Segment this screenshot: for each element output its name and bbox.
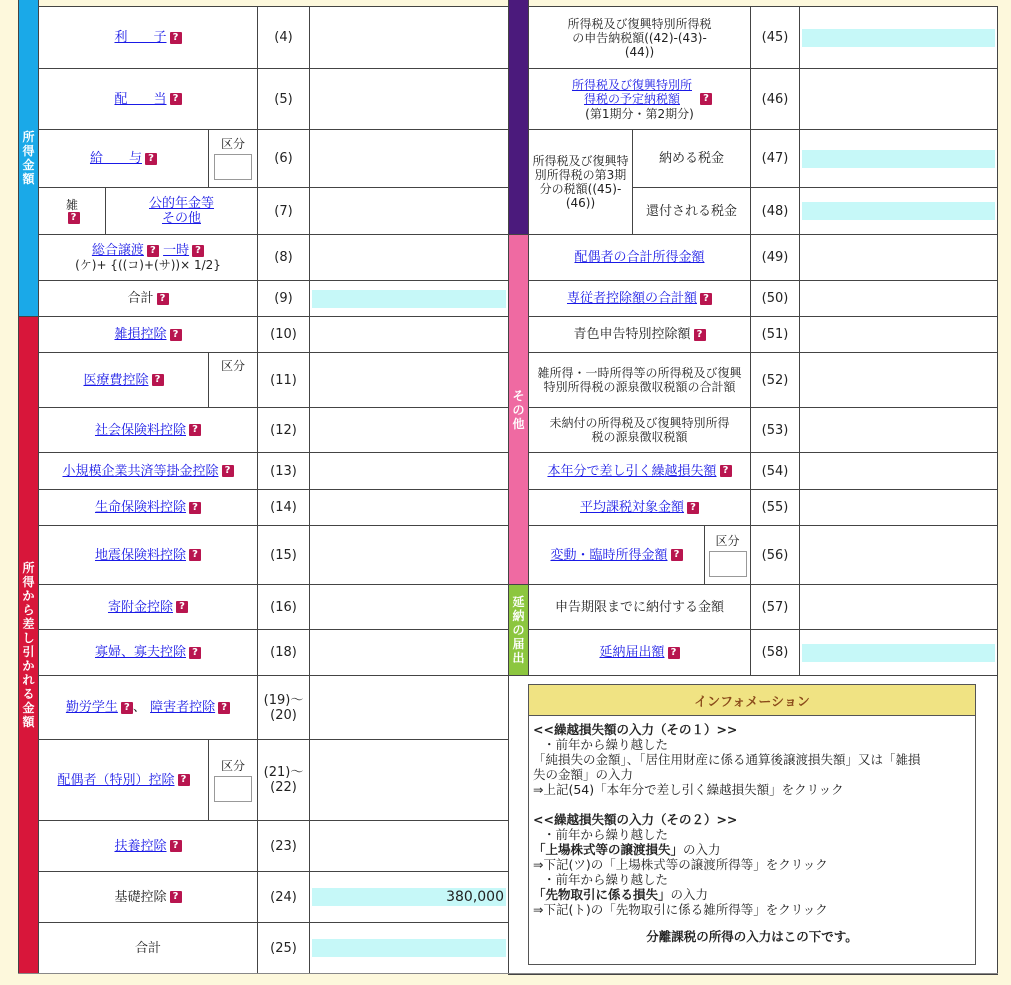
help-icon[interactable]: ?: [147, 245, 159, 257]
help-icon[interactable]: ?: [687, 502, 699, 514]
income-amount-band: [18, 0, 39, 317]
r56-kubun-input[interactable]: [709, 551, 747, 577]
bottom-rule: [18, 973, 998, 974]
r49-label-cell: [528, 234, 751, 281]
help-icon[interactable]: ?: [189, 549, 201, 561]
transfer-amount-field[interactable]: [309, 234, 509, 281]
r50-field[interactable]: [799, 280, 998, 317]
r55-label-cell: [528, 489, 751, 526]
band-char: 他: [512, 416, 525, 431]
deduction-total-field: [309, 922, 509, 974]
information-panel: [528, 684, 976, 965]
interest-amount-field[interactable]: [309, 6, 509, 69]
prepaid-tax-link[interactable]: 所得税及び復興特別所得税の予定納税額: [571, 77, 692, 106]
r58-label-cell: [528, 629, 751, 676]
help-icon[interactable]: ?: [189, 502, 201, 514]
band-char: 出: [512, 651, 525, 665]
help-icon[interactable]: ?: [668, 647, 680, 659]
spouse-label-cell: [38, 739, 209, 821]
interest-label-cell: [38, 6, 258, 69]
income-total-label-cell: 合計 ?: [38, 280, 258, 317]
temporary-income-link[interactable]: 一時: [163, 243, 190, 258]
line-number: (15): [257, 525, 310, 585]
widow-label-cell: [38, 629, 258, 676]
help-icon[interactable]: ?: [170, 93, 182, 105]
r47-label-cell: 納める税金: [632, 129, 751, 188]
income-total-field: [309, 280, 509, 317]
small-business-field[interactable]: [309, 452, 509, 490]
line-number: (51): [750, 316, 800, 353]
r54-field[interactable]: [799, 452, 998, 490]
r51-field[interactable]: [799, 316, 998, 353]
spouse-kubun-cell: 区分: [208, 739, 258, 821]
line-number: (49): [750, 234, 800, 281]
band-char: 延: [512, 595, 525, 609]
help-icon[interactable]: ?: [189, 424, 201, 436]
information-title: インフォメーション: [529, 685, 975, 716]
band-char: 額: [22, 715, 35, 729]
line-number: (14): [257, 489, 310, 526]
comprehensive-transfer-link[interactable]: 総合譲渡: [91, 243, 144, 258]
line-number: (4): [257, 6, 310, 69]
help-icon[interactable]: ?: [170, 891, 182, 903]
earthquake-label-cell: [38, 525, 258, 585]
medical-label-cell: [38, 352, 209, 408]
band-char: し: [22, 631, 35, 645]
band-char: 額: [22, 172, 35, 186]
widow-field[interactable]: [309, 629, 509, 676]
line-number: (7): [257, 187, 310, 235]
band-char: る: [22, 687, 35, 701]
small-business-link[interactable]: 小規模企業共済等掛金控除: [62, 463, 219, 479]
line-number: (9): [257, 280, 310, 317]
r46-label-cell: 所得税及び復興特別所得税の予定納税額 ? (第1期分・第2期分): [528, 68, 751, 130]
r56-kubun-cell: 区分: [704, 525, 751, 585]
public-pension-link[interactable]: 公的年金等その他: [148, 196, 214, 226]
line-number: (19)〜(20): [257, 675, 310, 740]
misc-label-cell: 雑 ?: [38, 187, 106, 235]
student-disability-label-cell: 勤労学生 ? 、 障害者控除 ?: [38, 675, 258, 740]
r53-label-cell: 未納付の所得税及び復興特別所得税の源泉徴収税額: [528, 407, 751, 453]
line-number: (52): [750, 352, 800, 408]
r45-field: [799, 6, 998, 69]
r51-label-cell: 青色申告特別控除額 ?: [528, 316, 751, 353]
donation-field[interactable]: [309, 584, 509, 630]
social-insurance-field[interactable]: [309, 407, 509, 453]
band-char: 納: [512, 609, 525, 623]
line-number: (46): [750, 68, 800, 130]
help-icon[interactable]: ?: [68, 212, 80, 224]
band-char: 所: [22, 561, 35, 575]
band-char: か: [22, 589, 35, 603]
r55-field[interactable]: [799, 489, 998, 526]
dedicated-worker-link[interactable]: 専従者控除額の合計額: [566, 291, 697, 306]
carryover-loss-link[interactable]: 本年分で差し引く繰越損失額: [547, 463, 717, 479]
salary-amount-field[interactable]: [309, 129, 509, 188]
line-number: (21)〜(22): [257, 739, 310, 821]
r53-field[interactable]: [799, 407, 998, 453]
help-icon[interactable]: ?: [218, 702, 230, 714]
r47-field: [799, 129, 998, 188]
r52-field[interactable]: [799, 352, 998, 408]
deduction-total-label-cell: 合計: [38, 922, 258, 974]
other-band: [508, 234, 529, 585]
band-char: 得: [22, 575, 35, 589]
line-number: (50): [750, 280, 800, 317]
r54-label-cell: [528, 452, 751, 490]
salary-link[interactable]: 給 与: [89, 151, 142, 166]
line-number: (5): [257, 68, 310, 130]
r58-field: [799, 629, 998, 676]
band-char: 金: [22, 701, 35, 715]
band-char: 得: [22, 144, 35, 158]
r57-label-cell: 申告期限までに納付する金額: [528, 584, 751, 630]
line-number: (8): [257, 234, 310, 281]
help-icon[interactable]: ?: [170, 32, 182, 44]
line-number: (25): [257, 922, 310, 974]
spouse-field[interactable]: [309, 739, 509, 821]
help-icon[interactable]: ?: [700, 93, 712, 105]
help-icon[interactable]: ?: [176, 601, 188, 613]
band-char: 金: [22, 158, 35, 172]
help-icon[interactable]: ?: [145, 153, 157, 165]
tax-amount-band: [508, 0, 529, 235]
small-business-label-cell: [38, 452, 258, 490]
dependents-label-cell: [38, 820, 258, 872]
r45-label-cell: 所得税及び復興特別所得税の申告納税額((42)-(43)-(44)): [528, 6, 751, 69]
line-number: (57): [750, 584, 800, 630]
r57-field[interactable]: [799, 584, 998, 630]
life-insurance-field[interactable]: [309, 489, 509, 526]
band-char: 届: [512, 637, 525, 651]
delayed-payment-link[interactable]: 延納届出額: [599, 645, 665, 660]
band-char: そ: [512, 388, 525, 403]
help-icon[interactable]: ?: [700, 293, 712, 305]
dependents-link[interactable]: 扶養控除: [114, 838, 167, 854]
band-char: 所: [22, 130, 35, 144]
r49-field[interactable]: [799, 234, 998, 281]
line-number: (24): [257, 871, 310, 923]
help-icon[interactable]: ?: [694, 329, 706, 341]
r56-field[interactable]: [799, 525, 998, 585]
r56-label-cell: [528, 525, 705, 585]
donation-link[interactable]: 寄附金控除: [107, 599, 173, 615]
r50-label-cell: [528, 280, 751, 317]
help-icon[interactable]: ?: [192, 245, 204, 257]
spouse-kubun-input[interactable]: [214, 776, 252, 802]
disability-deduction-link[interactable]: 障害者控除: [150, 700, 216, 715]
line-number: (55): [750, 489, 800, 526]
casualty-loss-link[interactable]: 雑損控除: [114, 327, 167, 342]
average-taxation-link[interactable]: 平均課税対象金額: [579, 500, 684, 515]
social-insurance-label-cell: [38, 407, 258, 453]
line-number: (6): [257, 129, 310, 188]
casualty-loss-field[interactable]: [309, 316, 509, 353]
line-number: (53): [750, 407, 800, 453]
dependents-field[interactable]: [309, 820, 509, 872]
salary-label-cell: [38, 129, 209, 188]
band-char: ら: [22, 603, 35, 617]
line-number: (11): [257, 352, 310, 408]
band-char: か: [22, 659, 35, 673]
student-disability-field[interactable]: [309, 675, 509, 740]
life-insurance-link[interactable]: 生命保険料控除: [94, 500, 186, 515]
band-char: の: [512, 402, 525, 417]
fluctuating-income-link[interactable]: 変動・臨時所得金額: [550, 547, 668, 563]
social-insurance-link[interactable]: 社会保険料控除: [94, 422, 186, 438]
line-number: (18): [257, 629, 310, 676]
donation-label-cell: [38, 584, 258, 630]
help-icon[interactable]: ?: [170, 840, 182, 852]
spouse-income-link[interactable]: 配偶者の合計所得金額: [574, 250, 705, 265]
misc-pension-cell: [105, 187, 258, 235]
help-icon[interactable]: ?: [720, 465, 732, 477]
help-icon[interactable]: ?: [170, 329, 182, 341]
line-number: (45): [750, 6, 800, 69]
help-icon[interactable]: ?: [189, 647, 201, 659]
medical-kubun-cell: 区分: [208, 352, 258, 408]
third-term-tax-cell: 所得税及び復興特別所得税の第3期分の税額((45)-(46)): [528, 129, 633, 235]
delayed-payment-band: [508, 584, 529, 676]
line-number: (58): [750, 629, 800, 676]
band-char: れ: [22, 673, 35, 687]
line-number: (16): [257, 584, 310, 630]
misc-amount-field[interactable]: [309, 187, 509, 235]
line-number: (48): [750, 187, 800, 235]
band-char: の: [512, 623, 525, 637]
help-icon[interactable]: ?: [222, 465, 234, 477]
band-char: 引: [22, 645, 35, 659]
help-icon[interactable]: ?: [121, 702, 133, 714]
widow-deduction-link[interactable]: 寡婦、寡夫控除: [94, 645, 186, 660]
salary-kubun-cell: 区分: [208, 129, 258, 188]
line-number: (13): [257, 452, 310, 490]
spouse-deduction-link[interactable]: 配偶者（特別）控除: [57, 772, 175, 788]
information-body: <<繰越損失額の入力（その１）>> ・前年から繰り越した 「純損失の金額」、「居住用財産に係る通算後譲渡損失額」又は「雑損 失の金額」の入力 ⇒上記(54)「本年分で差し引く繰越損失額」をクリック <<繰越損失額の入力（その２）>> ・前年から繰り越した 「上場株式等の譲渡損失」の入力 ⇒下記(ツ)の「上場株式等の譲渡所得等」をクリック ・前年から繰り越した 「先物取引に係る損失」の入力 ⇒下記(ト)の「先物取引に係る雑所得等」をクリック 分離課税の所得の入力はこの下です。: [533, 722, 921, 944]
line-number: (23): [257, 820, 310, 872]
working-student-link[interactable]: 勤労学生: [65, 700, 118, 715]
medical-amount-field[interactable]: [309, 352, 509, 408]
deduction-band: [18, 316, 39, 974]
dividend-link[interactable]: 配 当: [114, 91, 167, 107]
basic-deduction-field: [309, 871, 509, 923]
life-insurance-label-cell: [38, 489, 258, 526]
line-number: (47): [750, 129, 800, 188]
dividend-amount-field[interactable]: [309, 68, 509, 130]
help-icon[interactable]: ?: [157, 293, 169, 305]
basic-deduction-value: 380,000: [446, 889, 504, 905]
line-number: (56): [750, 525, 800, 585]
line-number: (12): [257, 407, 310, 453]
r52-label-cell: 雑所得・一時所得等の所得税及び復興特別所得税の源泉徴収税額の合計額: [528, 352, 751, 408]
interest-link[interactable]: 利 子: [114, 30, 167, 45]
basic-deduction-label-cell: 基礎控除 ?: [38, 871, 258, 923]
casualty-loss-label-cell: [38, 316, 258, 353]
r48-label-cell: 還付される税金: [632, 187, 751, 235]
help-icon[interactable]: ?: [671, 549, 683, 561]
earthquake-insurance-link[interactable]: 地震保険料控除: [94, 547, 186, 563]
medical-expense-link[interactable]: 医療費控除: [83, 372, 149, 388]
dividend-label-cell: [38, 68, 258, 130]
transfer-label-cell: [38, 234, 258, 281]
help-icon[interactable]: ?: [178, 774, 190, 786]
transfer-formula: (ケ)+ {((コ)+(サ))× 1/2}: [75, 258, 221, 272]
salary-kubun-input[interactable]: [214, 154, 252, 180]
earthquake-field[interactable]: [309, 525, 509, 585]
help-icon[interactable]: ?: [152, 374, 164, 386]
r48-field: [799, 187, 998, 235]
r46-field[interactable]: [799, 68, 998, 130]
band-char: 差: [22, 617, 35, 631]
line-number: (54): [750, 452, 800, 490]
line-number: (10): [257, 316, 310, 353]
